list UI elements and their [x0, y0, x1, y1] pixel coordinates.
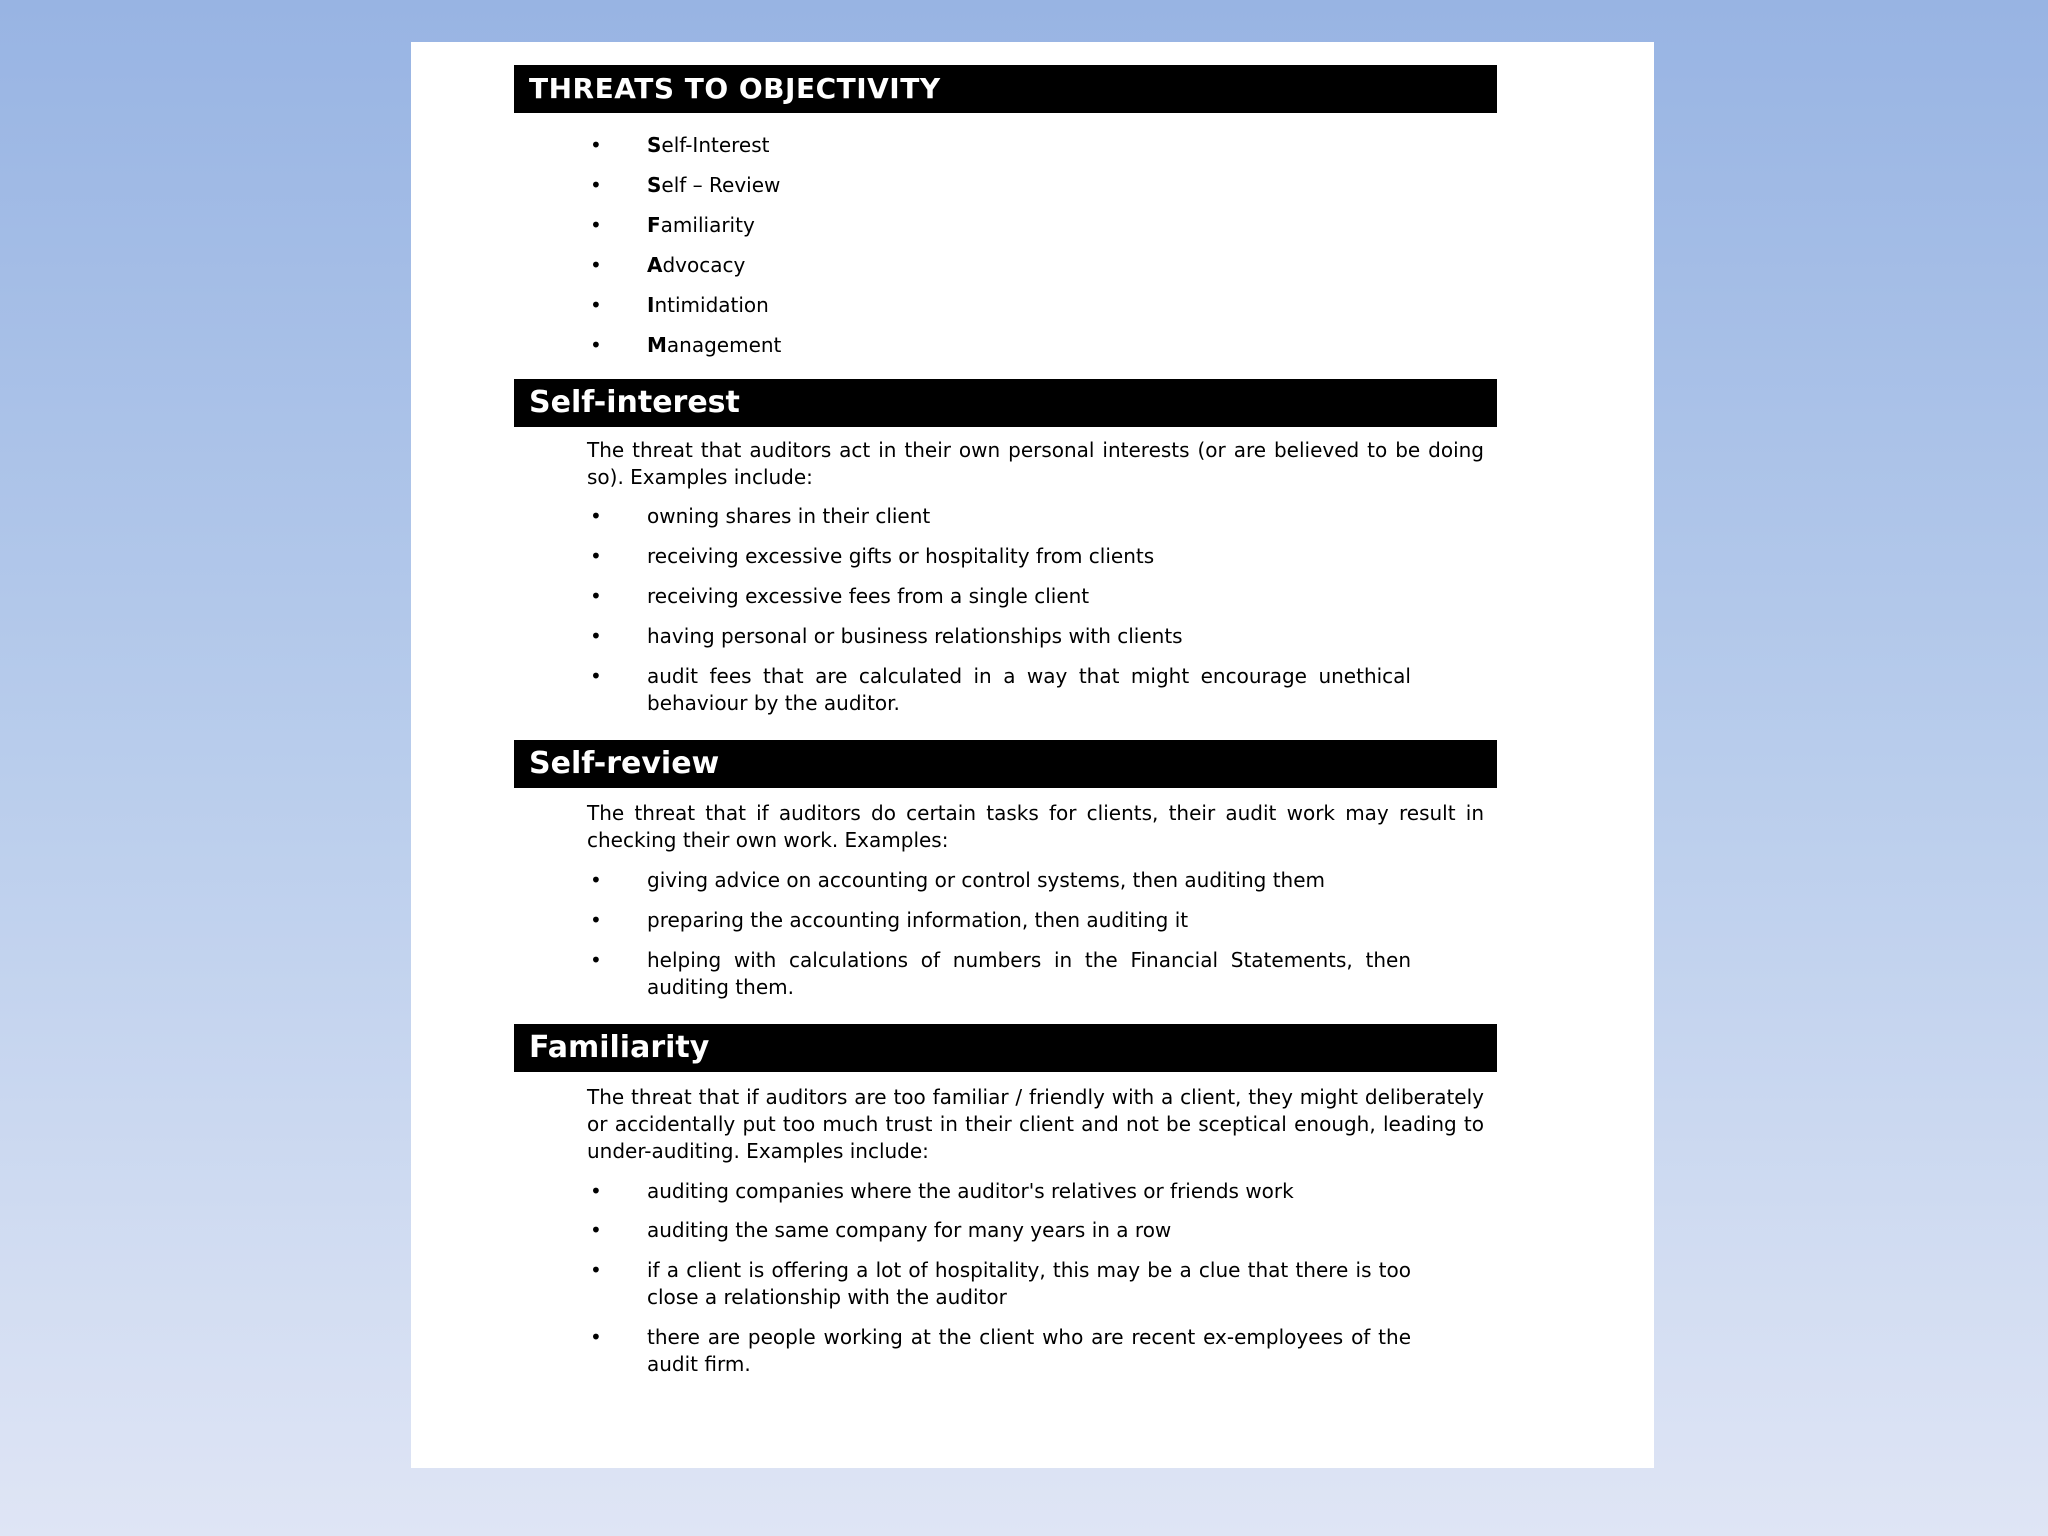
bullet-icon: • — [590, 173, 602, 197]
familiarity-intro: The threat that if auditors are too familiar / friendly with a client, they might deliberately or accidentally put too much trust in their client and not be sceptical enough, leading to under-auditing. Examples include: — [587, 1085, 1484, 1163]
bullet-icon: • — [590, 544, 602, 568]
section-header-threats: THREATS TO OBJECTIVITY — [514, 65, 1497, 113]
bullet-icon: • — [590, 504, 602, 528]
list-item: • receiving excessive gifts or hospitality from clients — [590, 544, 1155, 568]
list-item: • Management — [590, 333, 782, 357]
list-item: • helping with calculations of numbers in the Financial Statements, then auditing them. — [590, 948, 1411, 999]
bullet-icon: • — [590, 948, 602, 972]
list-item: • receiving excessive fees from a single client — [590, 584, 1090, 608]
list-item: • audit fees that are calculated in a way that might encourage unethical behaviour by the auditor. — [590, 664, 1411, 715]
list-item: • Familiarity — [590, 213, 755, 237]
bullet-icon: • — [590, 1258, 602, 1282]
bullet-icon: • — [590, 624, 602, 648]
bullet-icon: • — [590, 133, 602, 157]
bullet-icon: • — [590, 333, 602, 357]
self-interest-list — [514, 503, 1497, 717]
document-page — [411, 42, 1654, 1468]
list-item: • owning shares in their client — [590, 504, 931, 528]
self-review-list — [514, 867, 1497, 1001]
list-item: • auditing companies where the auditor's relatives or friends work — [590, 1179, 1294, 1203]
self-interest-intro: The threat that auditors act in their own personal interests (or are believed to be doing so). Examples include: — [587, 438, 1484, 489]
list-item: • preparing the accounting information, then auditing it — [590, 908, 1189, 932]
threats-list — [514, 132, 1497, 359]
bullet-icon: • — [590, 1179, 602, 1203]
list-item: • Intimidation — [590, 293, 769, 317]
list-item: • Advocacy — [590, 253, 746, 277]
section-header-self-interest: Self-interest — [514, 379, 1497, 427]
list-item: • there are people working at the client who are recent ex-employees of the audit firm. — [590, 1325, 1411, 1376]
bullet-icon: • — [590, 868, 602, 892]
list-item: • giving advice on accounting or control systems, then auditing them — [590, 868, 1326, 892]
list-item: • Self – Review — [590, 173, 781, 197]
self-review-intro: The threat that if auditors do certain tasks for clients, their audit work may result in checking their own work. Examples: — [587, 801, 1484, 852]
section-header-familiarity: Familiarity — [514, 1024, 1497, 1072]
list-item: • if a client is offering a lot of hospitality, this may be a clue that there is too close a relationship with the auditor — [590, 1258, 1411, 1309]
document-content — [514, 65, 1497, 1378]
bullet-icon: • — [590, 664, 602, 688]
bullet-icon: • — [590, 584, 602, 608]
bullet-icon: • — [590, 908, 602, 932]
list-item: • auditing the same company for many years in a row — [590, 1218, 1172, 1242]
bullet-icon: • — [590, 1218, 602, 1242]
list-item: • Self-Interest — [590, 133, 770, 157]
bullet-icon: • — [590, 253, 602, 277]
familiarity-list — [514, 1178, 1497, 1378]
bullet-icon: • — [590, 1325, 602, 1349]
list-item: • having personal or business relationships with clients — [590, 624, 1183, 648]
bullet-icon: • — [590, 293, 602, 317]
bullet-icon: • — [590, 213, 602, 237]
section-header-self-review: Self-review — [514, 740, 1497, 788]
